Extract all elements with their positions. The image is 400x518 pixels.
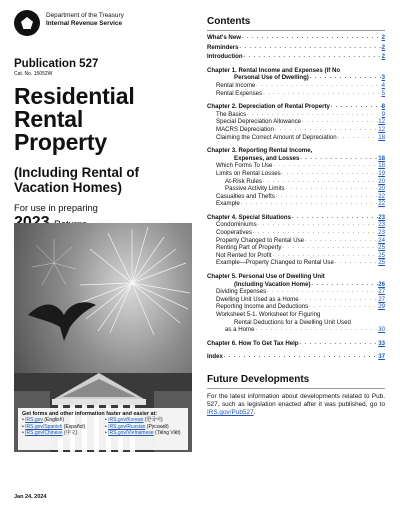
chapter-heading-line[interactable]: Chapter 5. Personal Use of Dwelling Unit xyxy=(207,273,325,281)
page-link[interactable]: 20 xyxy=(378,185,385,193)
page-link[interactable]: 22 xyxy=(378,192,385,200)
page-link[interactable]: 37 xyxy=(378,353,385,361)
chapter-heading-line[interactable]: Chapter 1. Rental Income and Expenses (If No xyxy=(207,66,341,74)
title-line: Residential xyxy=(14,83,135,109)
toc-entry[interactable]: Condominiums . . . 23 xyxy=(207,221,385,229)
agency-name xyxy=(46,10,124,28)
irs-gov-link[interactable]: IRS.gov xyxy=(25,417,43,424)
language-link-item: • IRS.gov/Spanish (Español) xyxy=(22,424,101,430)
page-link[interactable]: 25 xyxy=(378,251,385,259)
page-link[interactable]: 18 xyxy=(378,133,385,141)
toc-entry[interactable]: Limits on Rental Losses . . . 19 xyxy=(207,170,385,178)
worksheet-line[interactable]: Worksheet 5-1. Worksheet for Figuring xyxy=(216,311,321,318)
toc-chapter-heading[interactable]: Expenses, and Losses . . . 18 xyxy=(207,155,385,163)
page-link[interactable]: 5 xyxy=(381,89,385,97)
toc-entry[interactable]: Dividing Expenses . . . 27 xyxy=(207,288,385,296)
toc-chapter-6 xyxy=(207,340,385,348)
subtitle-line: Vacation Homes) xyxy=(14,180,122,195)
toc-entry[interactable]: Property Changed to Rental Use . . . 24 xyxy=(207,237,385,245)
page-link[interactable]: 33 xyxy=(378,339,385,347)
page-link[interactable]: 19 xyxy=(378,169,385,177)
toc-entry[interactable]: Passive Activity Limits . . . 20 xyxy=(207,185,385,193)
page-link[interactable]: 29 xyxy=(378,303,385,311)
toc-entry[interactable]: Special Depreciation Allowance . . . 12 xyxy=(207,118,385,126)
irs-eagle-logo-icon xyxy=(14,10,40,38)
language-link-item: • IRS.gov (English) xyxy=(22,417,101,423)
page-link[interactable]: 18 xyxy=(378,162,385,170)
page-link[interactable]: 8 xyxy=(381,103,385,111)
page-link[interactable]: 23 xyxy=(378,213,385,221)
toc-chapter-heading[interactable]: Chapter 2. Depreciation of Rental Property . . . 8 xyxy=(207,103,385,111)
language-link-item: • IRS.gov/Russian (Pусский) xyxy=(105,424,184,430)
language-links-left xyxy=(22,417,101,436)
irs-gov-korean-link[interactable]: IRS.gov/Korean xyxy=(108,417,144,424)
toc-entry[interactable]: Which Forms To Use . . . 18 xyxy=(207,162,385,170)
get-forms-heading: Get forms and other information faster and easier at: xyxy=(22,411,158,417)
toc-entry-worksheet[interactable]: as a Home . . . 30 xyxy=(207,326,385,334)
page-link[interactable]: 23 xyxy=(378,229,385,237)
toc-entry-whats-new[interactable]: What's New . . . 2 xyxy=(207,34,385,42)
toc-chapter-heading[interactable]: Chapter 4. Special Situations . . . 23 xyxy=(207,214,385,222)
toc-entry[interactable]: The Basics . . . 9 xyxy=(207,111,385,119)
agency-header xyxy=(14,10,192,44)
language-link-item: • IRS.gov/Korean (한국어) xyxy=(105,417,184,423)
toc-entry[interactable]: Example . . . 22 xyxy=(207,200,385,208)
page-link[interactable]: 12 xyxy=(378,118,385,126)
toc-entry[interactable]: Claiming the Correct Amount of Depreciation . . . 18 xyxy=(207,134,385,142)
page-link[interactable]: 24 xyxy=(378,236,385,244)
subtitle-line: (Including Rental of xyxy=(14,165,139,180)
page-link[interactable]: 2 xyxy=(381,53,385,61)
page-link[interactable]: 25 xyxy=(378,244,385,252)
page-link[interactable]: 22 xyxy=(378,200,385,208)
toc-chapter-2 xyxy=(207,103,385,141)
document-title xyxy=(14,85,192,154)
toc-chapter-3 xyxy=(207,147,385,208)
irs-gov-spanish-link[interactable]: IRS.gov/Spanish xyxy=(25,423,63,430)
get-forms-box xyxy=(18,408,188,450)
toc-entry[interactable]: Rental Expenses . . . 5 xyxy=(207,90,385,98)
prep-label: For use in preparing xyxy=(14,202,98,213)
toc-entry[interactable]: Cooperatives . . . 23 xyxy=(207,229,385,237)
toc-entry[interactable]: Not Rented for Profit . . . 25 xyxy=(207,252,385,260)
toc-chapter-heading[interactable]: (Including Vacation Home) . . . 26 xyxy=(207,281,385,289)
irs-gov-vietnamese-link[interactable]: IRS.gov/Vietnamese xyxy=(108,429,154,436)
page-link[interactable]: 20 xyxy=(378,177,385,185)
toc-entry[interactable]: MACRS Depreciation . . . 12 xyxy=(207,126,385,134)
contents-heading: Contents xyxy=(207,16,385,31)
toc-entry[interactable]: Casualties and Thefts . . . 22 xyxy=(207,193,385,201)
toc-entry[interactable]: At-Risk Rules . . . 20 xyxy=(207,178,385,186)
page-link[interactable]: 27 xyxy=(378,295,385,303)
toc-entry[interactable]: Reporting Income and Deductions . . . 29 xyxy=(207,303,385,311)
pub527-link[interactable]: IRS.gov/Pub527 xyxy=(207,409,254,417)
irs-gov-russian-link[interactable]: IRS.gov/Russian xyxy=(108,423,146,430)
worksheet-line[interactable]: Rental Deductions for a Dwelling Unit Used xyxy=(234,318,351,326)
page-link[interactable]: 27 xyxy=(378,288,385,296)
toc-chapter-heading[interactable]: Chapter 6. How To Get Tax Help . . . 33 xyxy=(207,340,385,348)
page-link[interactable]: 25 xyxy=(378,259,385,267)
document-subtitle xyxy=(14,165,192,195)
page-link[interactable]: 12 xyxy=(378,125,385,133)
language-link-item: • IRS.gov/Chinese (中文) xyxy=(22,430,101,436)
toc-chapter-heading[interactable]: Personal Use of Dwelling) . . . 3 xyxy=(207,74,385,82)
cover-photo-capitol-fireworks xyxy=(14,223,192,452)
toc-index xyxy=(207,353,385,361)
contents-column xyxy=(207,16,385,418)
irs-gov-chinese-link[interactable]: IRS.gov/Chinese xyxy=(25,429,63,436)
publication-number: Publication 527 xyxy=(14,58,99,70)
page-link[interactable]: 30 xyxy=(378,326,385,334)
page-link[interactable]: 9 xyxy=(381,110,385,118)
toc-entry[interactable]: Renting Part of Property . . . 25 xyxy=(207,244,385,252)
language-links-right xyxy=(105,417,184,436)
toc-entry[interactable]: Example—Property Changed to Rental Use . . . 25 xyxy=(207,259,385,267)
page-link[interactable]: 2 xyxy=(381,43,385,51)
toc-chapter-5 xyxy=(207,273,385,334)
toc-entry-reminders[interactable]: Reminders . . . 2 xyxy=(207,44,385,52)
future-developments-text: For the latest information about developments related to Pub. 527, such as legislation enacted after it was published, go to IRS.gov/Pub527. xyxy=(207,392,385,417)
future-developments-heading: Future Developments xyxy=(207,374,385,389)
page-link[interactable]: 26 xyxy=(378,280,385,288)
toc-chapter-4 xyxy=(207,214,385,267)
catalog-number: Cat. No. 15052W xyxy=(14,71,53,77)
chapter-heading-line[interactable]: Chapter 3. Reporting Rental Income, xyxy=(207,147,313,155)
page-link[interactable]: 23 xyxy=(378,221,385,229)
page-link[interactable]: 18 xyxy=(378,154,385,162)
language-link-item: • IRS.gov/Vietnamese (Tiếng Việt) xyxy=(105,430,184,436)
title-line: Property xyxy=(14,129,107,155)
page-link[interactable]: 4 xyxy=(381,81,385,89)
agency-service: Internal Revenue Service xyxy=(46,20,123,27)
toc-entry[interactable]: Dwelling Unit Used as a Home . . . 27 xyxy=(207,296,385,304)
toc-entry[interactable]: Rental Income . . . 4 xyxy=(207,82,385,90)
publication-date: Jan 24, 2024 xyxy=(14,494,47,500)
page-link[interactable]: 2 xyxy=(381,34,385,41)
agency-department: Department of the Treasury xyxy=(46,12,124,19)
cover-column xyxy=(14,10,192,510)
toc-entry-introduction[interactable]: Introduction . . . 2 xyxy=(207,53,385,61)
toc-entry-index[interactable]: Index . . . 37 xyxy=(207,353,385,361)
title-line: Rental xyxy=(14,106,84,132)
table-of-contents xyxy=(207,34,385,361)
toc-chapter-1 xyxy=(207,67,385,97)
page-link[interactable]: 3 xyxy=(381,74,385,82)
